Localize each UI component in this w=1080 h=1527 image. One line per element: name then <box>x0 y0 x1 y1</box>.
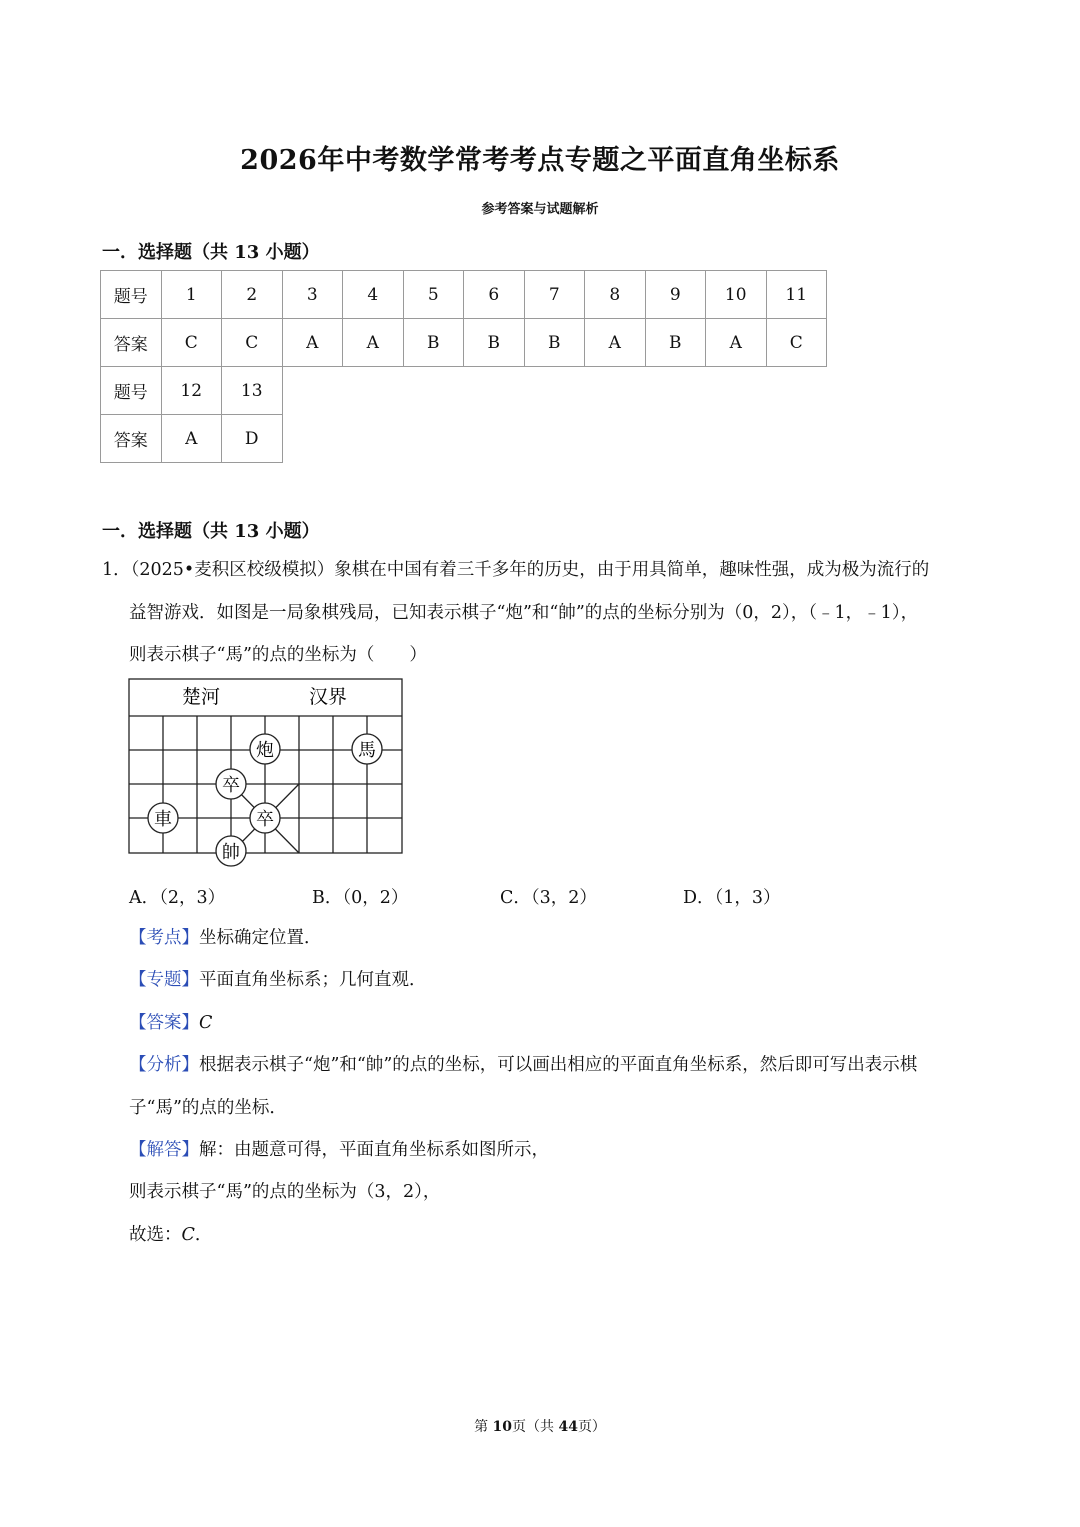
table-cell: B <box>645 319 706 367</box>
question-line: 则表示棋子“馬”的点的坐标为（ ） <box>129 645 427 665</box>
answer-table <box>100 270 827 463</box>
table-row <box>101 271 827 319</box>
page-number: 10 <box>492 1419 512 1435</box>
table-cell: 11 <box>766 271 827 319</box>
option-b: B．（0，2） <box>312 888 409 908</box>
solution-line <box>129 1129 979 1171</box>
chess-piece-che <box>148 803 178 833</box>
solution-line-2: 则表示棋子“馬”的点的坐标为（3，2）， <box>129 1182 441 1202</box>
river-right-label: 汉界 <box>308 686 348 708</box>
table-cell: 6 <box>464 271 525 319</box>
table-cell: 5 <box>403 271 464 319</box>
answer-line <box>129 1002 979 1044</box>
analysis-label: 【分析】 <box>129 1055 199 1075</box>
table-cell: B <box>464 319 525 367</box>
question-line: 益智游戏．如图是一局象棋残局，已知表示棋子“炮”和“帥”的点的坐标分别为（0，2），（﹣1，﹣1）， <box>129 603 919 623</box>
analysis-text: 根据表示棋子“炮”和“帥”的点的坐标，可以画出相应的平面直角坐标系，然后即可写出表示棋 <box>199 1055 918 1075</box>
table-cell: 13 <box>222 367 283 415</box>
answer-text: C <box>199 1013 213 1033</box>
chess-piece-zu <box>250 803 280 833</box>
answer-label: 【答案】 <box>129 1013 199 1033</box>
table-row <box>101 319 827 367</box>
page-total: 44 <box>558 1419 578 1435</box>
table-cell: C <box>766 319 827 367</box>
zhuanti-label: 【专题】 <box>129 970 199 990</box>
document-title: 2026年中考数学常考考点专题之平面直角坐标系 <box>240 145 840 176</box>
table-cell: C <box>222 319 283 367</box>
table-cell: 7 <box>524 271 585 319</box>
svg-text:帥: 帥 <box>222 842 240 863</box>
svg-text:卒: 卒 <box>256 809 274 830</box>
table-header-cell: 题号 <box>101 271 162 319</box>
svg-text:卒: 卒 <box>222 775 240 796</box>
table-cell: 10 <box>706 271 767 319</box>
option-a: A．（2，3） <box>129 888 226 908</box>
question-line: 1．（2025•麦积区校级模拟）象棋在中国有着三千多年的历史，由于用具简单，趣味性强，成为极为流行的 <box>102 560 930 580</box>
option-d: D．（1，3） <box>683 888 781 908</box>
solution-label: 【解答】 <box>129 1140 199 1160</box>
chess-piece-zu <box>216 769 246 799</box>
table-cell: A <box>585 319 646 367</box>
solution-line-3: 故选：C． <box>129 1225 213 1245</box>
svg-text:炮: 炮 <box>256 740 274 761</box>
chess-piece-shuai <box>216 836 246 866</box>
table-cell: 2 <box>222 271 283 319</box>
page-footer: 第 10页（共 44页） <box>474 1419 606 1435</box>
table-cell: A <box>161 415 222 463</box>
table-cell: D <box>222 415 283 463</box>
table-cell: A <box>343 319 404 367</box>
chess-board-figure <box>128 678 404 868</box>
table-header-cell: 答案 <box>101 319 162 367</box>
zhuanti-line <box>129 959 979 1001</box>
table-row <box>101 367 827 415</box>
zhuanti-text: 平面直角坐标系；几何直观． <box>199 970 427 990</box>
table-cell: 4 <box>343 271 404 319</box>
kaodian-text: 坐标确定位置． <box>199 928 322 948</box>
analysis-line <box>129 1044 979 1086</box>
analysis-line-2: 子“馬”的点的坐标． <box>129 1098 287 1118</box>
kaodian-line <box>129 917 979 959</box>
table-cell: C <box>161 319 222 367</box>
svg-text:馬: 馬 <box>358 740 376 761</box>
table-cell: 1 <box>161 271 222 319</box>
section-heading: 一．选择题（共 13 小题） <box>102 521 320 542</box>
solution-text: 解：由题意可得，平面直角坐标系如图所示， <box>199 1140 549 1160</box>
table-row <box>101 415 827 463</box>
chess-piece-ma <box>352 734 382 764</box>
table-header-cell: 答案 <box>101 415 162 463</box>
kaodian-label: 【考点】 <box>129 928 199 948</box>
table-cell: 8 <box>585 271 646 319</box>
svg-text:車: 車 <box>154 809 172 830</box>
section-heading: 一．选择题（共 13 小题） <box>102 242 320 263</box>
table-cell: B <box>524 319 585 367</box>
table-cell: B <box>403 319 464 367</box>
table-cell: A <box>282 319 343 367</box>
document-subtitle: 参考答案与试题解析 <box>481 202 599 217</box>
table-cell: 3 <box>282 271 343 319</box>
table-header-cell: 题号 <box>101 367 162 415</box>
option-c: C．（3，2） <box>500 888 597 908</box>
table-cell: 9 <box>645 271 706 319</box>
table-cell: 12 <box>161 367 222 415</box>
chess-piece-pao <box>250 734 280 764</box>
table-cell: A <box>706 319 767 367</box>
river-left-label: 楚河 <box>181 686 221 708</box>
